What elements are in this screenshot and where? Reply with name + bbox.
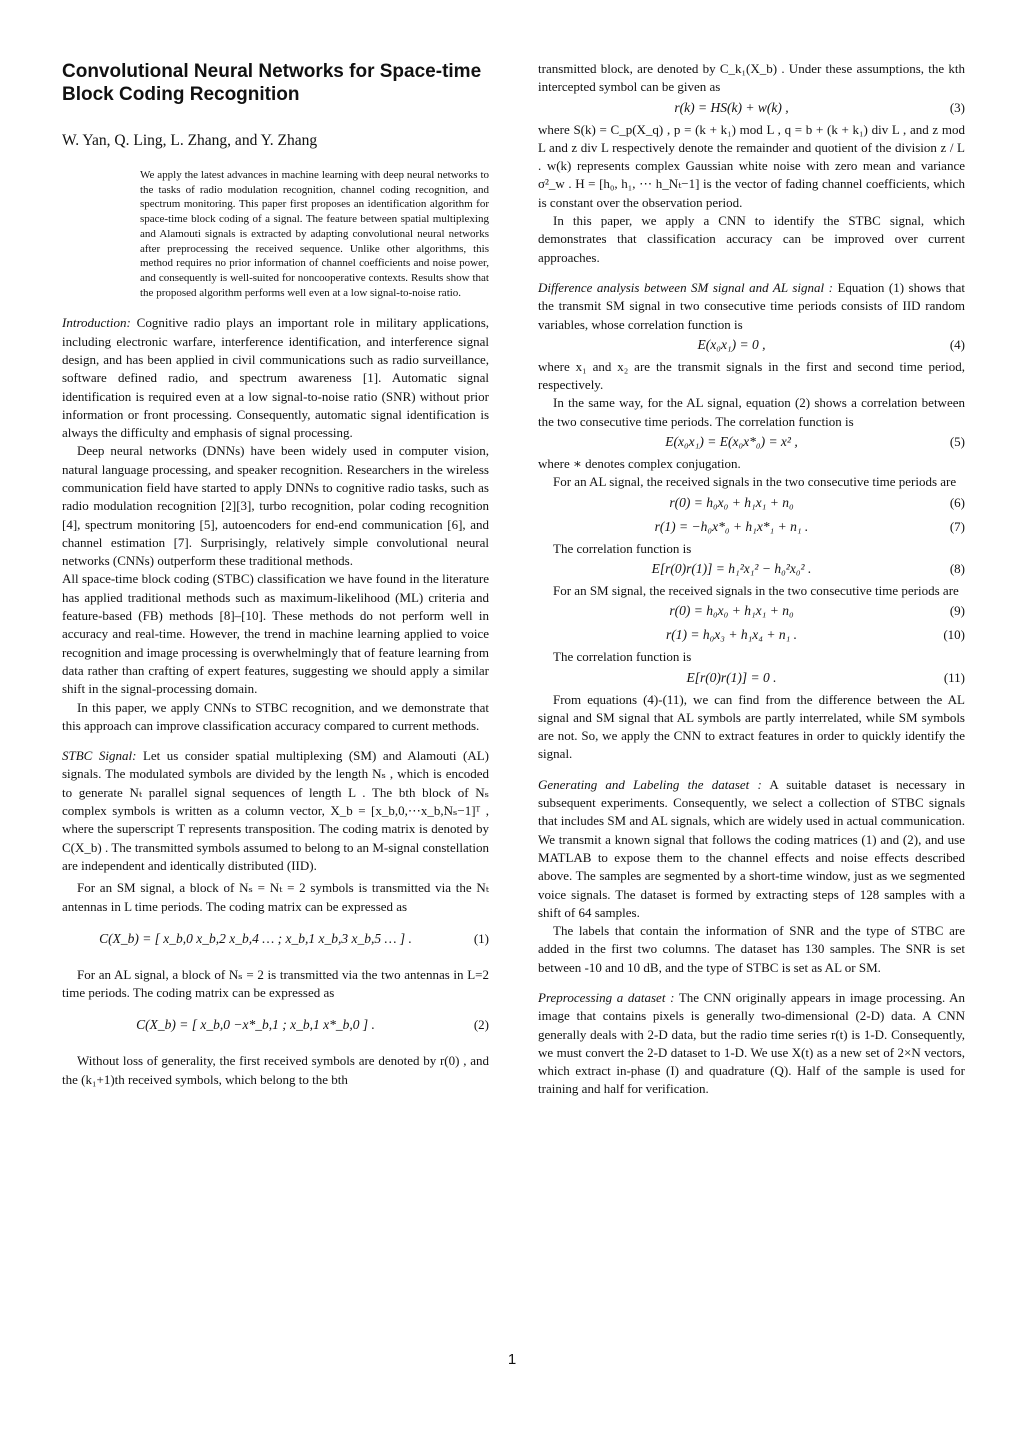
diff-paragraph-4: where ∗ denotes complex conjugation.: [538, 456, 741, 472]
equation-4-expr: E(x₀x₁) = 0 ,: [697, 336, 766, 352]
equation-8-expr: E[r(0)r(1)] = h₁²x₁² − h₀²x₀² .: [651, 560, 812, 576]
pre-heading: Preprocessing a dataset :: [538, 989, 675, 1005]
equation-8: [538, 558, 965, 582]
equation-4-number: (4): [949, 336, 965, 352]
equation-1: [62, 916, 489, 966]
intro-paragraph-4: In this paper, we apply CNNs to STBC recognition, and we demonstrate that this approach can improve classification accuracy compared to current methods.: [62, 699, 489, 733]
equation-11-number: (11): [943, 669, 965, 685]
equation-6-expr: r(0) = h₀x₀ + h₁x₁ + n₀: [669, 494, 794, 510]
equation-3-expr: r(k) = HS(k) + w(k) ,: [674, 99, 789, 115]
equation-2-expr: C(X_b) = [ x_b,0 −x*_b,1 ; x_b,1 x*_b,0 ] .: [136, 1017, 375, 1033]
diff-paragraph-8: The correlation function is: [553, 649, 692, 665]
equation-2-number: (2): [473, 1017, 489, 1033]
right-paragraph-3: In this paper, we apply a CNN to identify the STBC signal, which demonstrates that classification accuracy can be improved over current approaches.: [538, 213, 965, 265]
diff-heading: Difference analysis between SM signal and AL signal :: [538, 279, 833, 295]
difference-section: [538, 279, 965, 764]
equation-11: [538, 667, 965, 691]
right-paragraph-1: transmitted block, are denoted by C_k₁(X_b) . Under these assumptions, the kth intercepted symbol can be given as: [538, 61, 965, 95]
gen-text-1: A suitable dataset is necessary in subsequent experiments. Consequently, we select a collection of STBC signals that includes SM and AL signals, which are widely used in actual communication. We transmit a known signal that follows the coding matrices (1) and (2), and use MATLAB to expose them to the channel effects and noise effects described above. The samples are segmented by a short-time window, just as we segmented voice signals. The dataset is formed by extracting steps of 128 samples with a shift of 64 samples.: [538, 776, 965, 920]
diff-paragraph-5: For an AL signal, the received signals in the two consecutive time periods are: [553, 474, 957, 490]
diff-paragraph-2: where x₁ and x₂ are the transmit signals in the first and second time period, respectively.: [538, 358, 965, 393]
diff-paragraph-6: The correlation function is: [553, 540, 692, 556]
diff-paragraph-7: For an SM signal, the received signals in the two consecutive time periods are: [553, 582, 959, 598]
intro-heading: Introduction:: [62, 315, 131, 331]
equation-7: [538, 516, 965, 540]
equation-10-number: (10): [943, 627, 965, 643]
diff-text-1: Equation (1) shows that the transmit SM signal in two consecutive time periods consists of IID random variables, whose correlation function is: [538, 279, 966, 332]
equation-10-expr: r(1) = h₀x₃ + h₁x₄ + n₁ .: [665, 627, 798, 643]
equation-7-expr: r(1) = −h₀x*₀ + h₁x*₁ + n₁ .: [654, 518, 809, 534]
stbc-text-1: Let us consider spatial multiplexing (SM) and Alamouti (AL) signals. The modulated symbols are divided by the length Nₛ , which is encoded to generate Nₜ parallel signal sequences of length L . The bth block of Nₛ complex symbols is written as a column vector, X_b = [x_b,0,⋯x_b,Nₛ−1]ᵀ , where the superscript T represents transposition. The coding matrix is denoted by C(X_b) . The transmitted symbols assumed to belong to an M-signal constellation are independent and identically distributed (IID).: [62, 748, 490, 873]
intro-paragraph-1: [62, 314, 489, 442]
equation-9: [538, 600, 965, 624]
diff-paragraph-9: From equations (4)-(11), we can find from the difference between the AL signal and SM signal that AL symbols are partly interrelated, while SM symbols are not. So, we apply the CNN to extract features in order to quickly identify the signal.: [538, 691, 965, 762]
equation-5-number: (5): [949, 434, 965, 450]
stbc-heading: STBC Signal:: [62, 748, 137, 764]
stbc-paragraph-2: For an SM signal, a block of Nₛ = Nₜ = 2 symbols is transmitted via the Nₜ antennas in L time periods. The coding matrix can be expressed as: [62, 880, 489, 914]
equation-3: [538, 97, 965, 121]
pre-paragraph-1: [538, 989, 965, 1099]
author-list: W. Yan, Q. Ling, L. Zhang, and Y. Zhang: [62, 132, 318, 149]
intro-paragraph-3: All space-time block coding (STBC) classification we have found in the literature has applied traditional methods such as maximum-likelihood (ML) criteria and feature-based (FB) methods [8]–[10]. These methods do not perform well in accuracy and real-time. However, the trend in machine learning applied to voice recognition and image processing is overwhelmingly that of feature learning from data rather than crafting of expert features, suggesting we should apply a similar shift in the signal-processing domain.: [62, 571, 489, 697]
equation-11-expr: E[r(0)r(1)] = 0 .: [686, 669, 777, 685]
equation-5: [538, 431, 965, 455]
stbc-paragraph-1: [62, 747, 489, 875]
diff-paragraph-3: In the same way, for the AL signal, equation (2) shows a correlation between the two consecutive time periods. The correlation function is: [538, 395, 965, 429]
intro-text-1: Cognitive radio plays an important role in military applications, including electronic warfare, interference identification, and interference signal design, and has been applied in civil communications such as radio surveillance, software defined radio, and spectrum awareness [1]. Automatic signal identification is required even at a low signal-to-noise ratio (SNR) without prior information or front processing. Consequently, automatic signal identification is always the difficulty and emphasis of signal processing.: [62, 315, 490, 441]
equation-6: [538, 492, 965, 516]
stbc-section: [62, 747, 489, 1089]
right-column: [538, 60, 965, 1099]
gen-heading: Generating and Labeling the dataset :: [538, 776, 762, 792]
abstract: We apply the latest advances in machine learning with deep neural networks to the tasks of radio modulation recognition, channel coding recognition, and spectrum monitoring. This paper first proposes an identification algorithm for space-time block coding of a signal. The feature between spatial multiplexing and Alamouti signals is extracted by adapting convolutional neural networks after preprocessing the received sequence. Unlike other algorithms, this method requires no prior information of channel coefficients and noise power, and consequently is well-suited for noncooperative contexts. Results show that the proposed algorithm performs well even at a low signal-to-noise ratio.: [140, 169, 489, 299]
right-paragraph-2: where S(k) = C_p(X_q) , p = (k + k₁) mod L , q = b + (k + k₁) div L , and z mod L and z div L respectively denote the remainder and quotient of the division z / L . w(k) represents complex Gaussian white noise with zero mean and variance σ²_w . H = [h₀, h₁, ⋯ h_Nₜ−1] is the vector of fading channel coefficients, which is constant over the observation period.: [538, 121, 965, 210]
equation-10: [538, 624, 965, 648]
equation-7-number: (7): [949, 518, 965, 534]
equation-4: [538, 334, 965, 358]
equation-1-expr: C(X_b) = [ x_b,0 x_b,2 x_b,4 … ; x_b,1 x_b,3 x_b,5 … ] .: [99, 930, 412, 946]
generating-section: [538, 776, 965, 977]
equation-9-expr: r(0) = h₀x₀ + h₁x₁ + n₀: [669, 603, 794, 619]
stbc-paragraph-4: Without loss of generality, the first received symbols are denoted by r(0) , and the (k₁+1)th received symbols, which belong to the bth: [62, 1053, 489, 1087]
stbc-paragraph-3: For an AL signal, a block of Nₛ = 2 is transmitted via the two antennas in L=2 time periods. The coding matrix can be expressed as: [62, 966, 489, 1001]
equation-6-number: (6): [949, 494, 965, 510]
diff-paragraph-1: [538, 279, 965, 334]
gen-paragraph-2: The labels that contain the information of SNR and the type of STBC are added in the first two columns. The dataset has 130 samples. The SNR is set between -10 and 10 dB, and the type of STBC is set as AL or SM.: [538, 923, 965, 975]
equation-3-number: (3): [949, 99, 965, 115]
equation-2: [62, 1002, 489, 1052]
equation-9-number: (9): [949, 603, 965, 619]
left-column: [62, 60, 489, 1089]
preprocessing-section: [538, 989, 965, 1099]
paper-title: Convolutional Neural Networks for Space-time Block Coding Recognition: [62, 61, 482, 105]
page-number: 1: [507, 1351, 517, 1368]
gen-paragraph-1: [538, 776, 965, 922]
equation-5-expr: E(x₀x₁) = E(x₀x*₀) = x² ,: [665, 434, 798, 450]
pre-text-1: The CNN originally appears in image processing. An image that contains pixels is generally two-dimensional (2-D) data. A CNN generally deals with 2-D data, but the radio time series r(t) is 1-D. Consequently, we must convert the 2-D dataset to 1-D. We use X(t) as a new set of 2×N vectors, which extract in-phase (I) and quadrature (Q). Half of the sample is used for training and half for verification.: [538, 989, 965, 1097]
equation-1-number: (1): [473, 930, 489, 946]
equation-8-number: (8): [949, 560, 965, 576]
intro-paragraph-2: Deep neural networks (DNNs) have been widely used in computer vision, natural language processing, and speaker recognition. Researchers in the wireless communication field have started to apply DNNs to cognitive radio tasks, such as radio modulation recognition [2][3], turbo recognition, polar coding recognition [4], spectrum monitoring [5], autoencoders for end-end communication [6], and channel estimation [7]. Surprisingly, relatively simple convolutional neural networks (CNNs) outperform these traditional methods.: [62, 443, 489, 569]
